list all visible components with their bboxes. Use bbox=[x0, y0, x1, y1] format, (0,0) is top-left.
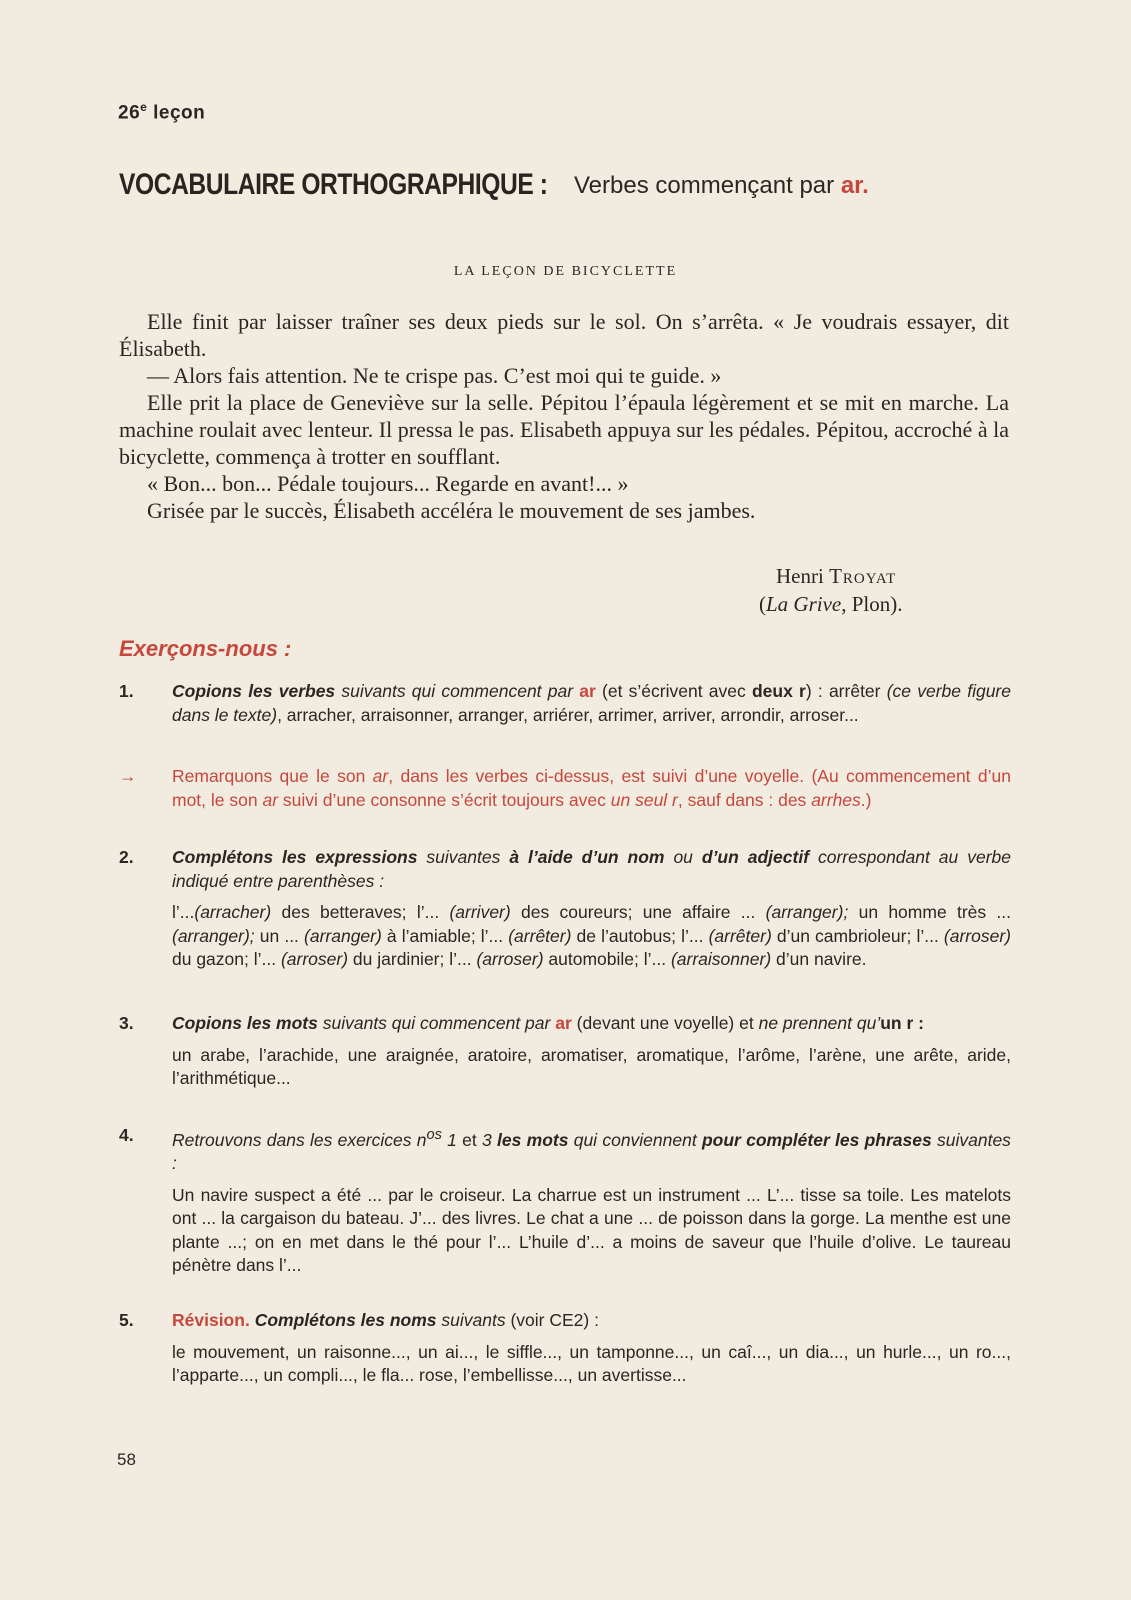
verb-hint: (arroser) bbox=[476, 949, 544, 969]
revision-label: Révision. bbox=[172, 1310, 250, 1330]
story-paragraph: — Alors fais attention. Ne te crispe pas. C’est moi qui te guide. » bbox=[147, 363, 722, 388]
exercise-text bbox=[172, 901, 1011, 972]
instruction-bold: pour compléter les phrases bbox=[701, 1129, 932, 1150]
verb-hint: (arrêter) bbox=[508, 925, 572, 946]
exercise-4 bbox=[119, 1124, 1011, 1278]
instruction-text: 3 bbox=[482, 1129, 492, 1150]
exercise-number: 3. bbox=[119, 1013, 134, 1033]
exercise-text-run: automobile; l’... bbox=[543, 949, 671, 969]
exercise-instruction bbox=[172, 680, 1011, 727]
lesson-number-sup: e bbox=[140, 100, 148, 114]
instruction-accent: ar bbox=[579, 681, 596, 701]
title-main: VOCABULAIRE ORTHOGRAPHIQUE : bbox=[119, 168, 548, 201]
instruction-text: qui conviennent bbox=[573, 1129, 697, 1150]
exercise-3 bbox=[119, 1012, 1011, 1091]
source-open: ( bbox=[759, 592, 766, 616]
instruction-text: ) : bbox=[805, 681, 823, 701]
exercise-number: 1. bbox=[119, 681, 134, 701]
instruction-bold: Copions les verbes bbox=[172, 681, 336, 701]
instruction-bold: deux r bbox=[751, 681, 806, 701]
remark-text: .) bbox=[860, 789, 872, 810]
lesson-word: leçon bbox=[153, 102, 206, 124]
remark-body bbox=[172, 765, 1011, 812]
verb-hint: (arranger); bbox=[172, 925, 255, 946]
exercise-text-run: des coureurs; une affaire ... bbox=[510, 902, 766, 922]
story-source bbox=[759, 590, 976, 618]
story-paragraph: Elle finit par laisser traîner ses deux pieds sur le sol. On s’arrêta. « Je voudrais essayer, dit Élisabeth. bbox=[119, 309, 1009, 361]
exercise-instruction bbox=[172, 846, 1011, 893]
instruction-text: et bbox=[462, 1129, 477, 1150]
exercise-body bbox=[172, 680, 1011, 727]
instruction-sup: os bbox=[426, 1127, 442, 1143]
exercise-body bbox=[172, 1012, 1011, 1091]
author-first: Henri bbox=[776, 564, 824, 588]
instruction-text: suivantes : bbox=[172, 1129, 1011, 1174]
instruction-text: suivants bbox=[441, 1310, 506, 1330]
source-title: La Grive bbox=[766, 592, 842, 616]
remark-note bbox=[119, 765, 1011, 812]
instruction-text: (et s’écrivent avec bbox=[602, 681, 746, 701]
source-rest: , Plon). bbox=[841, 592, 903, 616]
page-number: 58 bbox=[117, 1450, 136, 1469]
verb-hint: (arroser) bbox=[280, 949, 349, 969]
remark-text: Remarquons que le son bbox=[172, 766, 366, 786]
instruction-text: Retrouvons dans les exercices n bbox=[172, 1129, 427, 1150]
exercise-text-run: à l’amiable; l’... bbox=[381, 925, 509, 946]
author-name bbox=[776, 562, 976, 590]
exercise-words: , arracher, arraisonner, arranger, arriérer, arrimer, arriver, arrondir, arroser... bbox=[277, 704, 859, 725]
remark-italic: ar bbox=[372, 766, 389, 786]
exercise-text-run: de l’autobus; l’... bbox=[571, 925, 709, 946]
exercise-note: (ce verbe figure dans le texte) bbox=[172, 681, 1011, 725]
instruction-bold: Complétons les noms bbox=[254, 1310, 437, 1330]
exercise-text-run: du jardinier; l’... bbox=[348, 949, 477, 969]
instruction-text: suivantes bbox=[426, 847, 501, 867]
exercise-text: un arabe, l’arachide, une araignée, aratoire, aromatiser, aromatique, l’arôme, l’arène, une arête, aride, l’arithmétique... bbox=[172, 1044, 1011, 1088]
exercise-text-run: des betteraves; l’... bbox=[271, 902, 450, 922]
instruction-text: ne prennent qu’ bbox=[758, 1013, 881, 1033]
exercise-body bbox=[172, 846, 1011, 972]
exercise-text: Un navire suspect a été ... par le croiseur. La charrue est un instrument ... L’... tisse sa toile. Les matelots ont ... la cargaison du bateau. J’... des livres. Le chat a une ... de poisson dans la gorge. La menthe est une plante ...; on en met dans le thé pour l’... L’huile d’... a moins de saveur que l’huile d’olive. Le taureau pénètre dans l’... bbox=[172, 1184, 1011, 1276]
exercise-instruction bbox=[172, 1124, 1011, 1176]
instruction-text: 1 bbox=[447, 1129, 457, 1150]
verb-hint: (arraisonner) bbox=[670, 949, 772, 969]
exercise-1 bbox=[119, 680, 1011, 727]
verb-hint: (arranger); bbox=[765, 902, 849, 922]
lesson-number-value: 26 bbox=[118, 102, 141, 124]
instruction-bold: à l’aide d’un nom bbox=[509, 847, 665, 867]
story-attribution bbox=[759, 562, 976, 618]
exercise-words: arrêter bbox=[828, 681, 881, 701]
instruction-bold: Copions les mots bbox=[172, 1013, 318, 1033]
title-subtitle bbox=[574, 172, 869, 200]
instruction-accent: ar bbox=[555, 1013, 572, 1033]
instruction-text: suivants qui commencent par bbox=[322, 1013, 551, 1033]
arrow-icon: → bbox=[119, 766, 137, 786]
story-paragraph: Elle prit la place de Geneviève sur la selle. Pépitou l’épaula légèrement et se mit en marche. La machine roulait avec lenteur. Il pressa le pas. Elisabeth appuya sur les pédales. Pépitou, accroché à la bicyclette, commença à trotter en soufflant. bbox=[119, 390, 1009, 469]
story-paragraph: Grisée par le succès, Élisabeth accéléra le mouvement de ses jambes. bbox=[147, 498, 756, 523]
instruction-text: suivants qui commencent par bbox=[341, 681, 574, 701]
story-title: LA LEÇON DE BICYCLETTE bbox=[453, 264, 678, 279]
remark-text: , sauf dans : des bbox=[677, 789, 807, 810]
exercise-number: 2. bbox=[119, 847, 134, 867]
exercises-heading: Exerçons-nous : bbox=[119, 636, 292, 661]
remark-italic: arrhes bbox=[811, 789, 861, 810]
verb-hint: (arriver) bbox=[449, 902, 511, 922]
remark-text: , dans les verbes ci-dessus, est suivi d’une voyelle. (Au commencement d’un mot, le son bbox=[172, 766, 1011, 810]
exercise-body bbox=[172, 1124, 1011, 1278]
exercise-body bbox=[172, 1309, 1011, 1388]
instruction-bold: d’un adjectif bbox=[701, 847, 810, 867]
story-text bbox=[119, 308, 1009, 524]
exercise-text-run: d’un cambrioleur; l’... bbox=[771, 925, 944, 946]
exercise-instruction bbox=[172, 1309, 1011, 1333]
verb-hint: (arroser) bbox=[943, 925, 1011, 946]
exercise-text-run: un homme très ... bbox=[848, 902, 1011, 922]
exercise-text-run: du gazon; l’... bbox=[172, 949, 281, 969]
exercise-number: 5. bbox=[119, 1310, 134, 1330]
instruction-bold: Complétons les expressions bbox=[172, 847, 418, 867]
verb-hint: (arranger) bbox=[304, 925, 382, 946]
instruction-bold: un r : bbox=[880, 1013, 924, 1033]
verb-hint: (arrêter) bbox=[708, 925, 772, 946]
exercise-number: 4. bbox=[119, 1125, 134, 1145]
exercise-text-run: d’un navire. bbox=[771, 949, 867, 969]
instruction-bold: les mots bbox=[497, 1129, 569, 1150]
title-subtitle-text: Verbes commençant par bbox=[574, 172, 835, 199]
remark-italic: ar bbox=[262, 789, 279, 810]
instruction-text: (devant une voyelle) et bbox=[576, 1013, 754, 1033]
exercise-text-run: un ... bbox=[254, 925, 305, 946]
title-accent: ar. bbox=[840, 172, 869, 199]
exercise-2 bbox=[119, 846, 1011, 972]
story-paragraph: « Bon... bon... Pédale toujours... Regarde en avant!... » bbox=[147, 471, 629, 496]
instruction-text: ou bbox=[673, 847, 693, 867]
remark-italic: un seul r bbox=[610, 789, 678, 810]
exercise-text-run: l’... bbox=[172, 902, 195, 922]
exercise-5 bbox=[119, 1309, 1011, 1388]
exercise-instruction bbox=[172, 1012, 1011, 1036]
author-last: Troyat bbox=[829, 564, 897, 588]
instruction-text: (voir CE2) : bbox=[510, 1310, 599, 1330]
lesson-number bbox=[118, 100, 205, 124]
exercise-text: le mouvement, un raisonne..., un ai..., le siffle..., un tamponne..., un caî..., un dia..., un hurle..., un ro..., l’apparte..., un compli..., le fla... rose, l’embellisse..., un avertisse... bbox=[172, 1341, 1011, 1385]
verb-hint: (arracher) bbox=[194, 902, 272, 922]
remark-text: suivi d’une consonne s’écrit toujours avec bbox=[282, 789, 606, 810]
page-title bbox=[119, 168, 869, 202]
instruction-text: correspondant au verbe indiqué entre parenthèses : bbox=[172, 847, 1011, 891]
